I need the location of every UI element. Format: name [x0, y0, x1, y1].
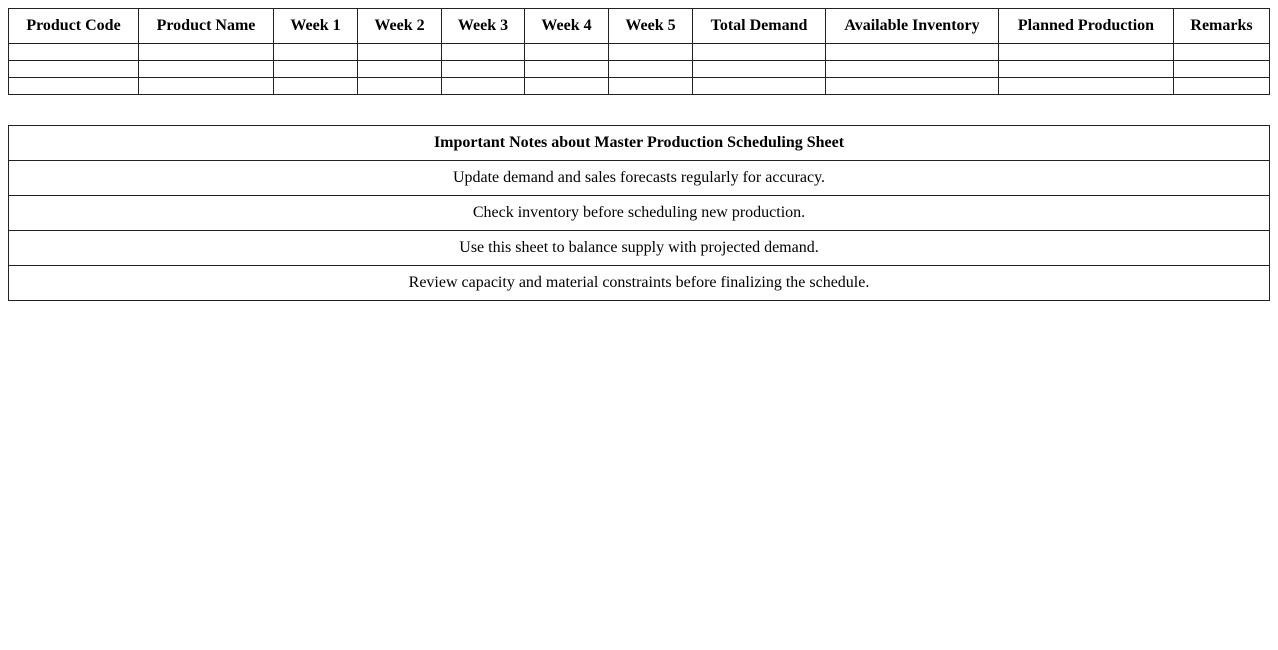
- table-cell[interactable]: [999, 44, 1174, 61]
- column-header-week-3: Week 3: [442, 9, 525, 44]
- table-cell[interactable]: [609, 78, 693, 95]
- table-cell[interactable]: [525, 61, 609, 78]
- note-row: [9, 231, 1270, 266]
- table-cell[interactable]: [1174, 78, 1270, 95]
- master-production-schedule-table: [8, 8, 1270, 95]
- table-cell[interactable]: [525, 78, 609, 95]
- note-text: Review capacity and material constraints before finalizing the schedule.: [9, 266, 1270, 301]
- important-notes-table: [8, 125, 1270, 301]
- column-header-week-4: Week 4: [525, 9, 609, 44]
- column-header-product-name: Product Name: [139, 9, 274, 44]
- table-header-row: [9, 9, 1270, 44]
- notes-title: Important Notes about Master Production Scheduling Sheet: [9, 126, 1270, 161]
- column-header-remarks: Remarks: [1174, 9, 1270, 44]
- note-row: [9, 161, 1270, 196]
- table-cell[interactable]: [826, 61, 999, 78]
- table-cell[interactable]: [442, 78, 525, 95]
- table-cell[interactable]: [358, 44, 442, 61]
- column-header-week-2: Week 2: [358, 9, 442, 44]
- note-text: Update demand and sales forecasts regularly for accuracy.: [9, 161, 1270, 196]
- table-cell[interactable]: [358, 61, 442, 78]
- table-cell[interactable]: [139, 61, 274, 78]
- column-header-week-1: Week 1: [274, 9, 358, 44]
- note-row: [9, 266, 1270, 301]
- table-cell[interactable]: [826, 78, 999, 95]
- table-cell[interactable]: [9, 44, 139, 61]
- table-cell[interactable]: [1174, 61, 1270, 78]
- notes-header-row: [9, 126, 1270, 161]
- table-cell[interactable]: [1174, 44, 1270, 61]
- table-cell[interactable]: [693, 44, 826, 61]
- page-content: [8, 8, 1270, 301]
- table-cell[interactable]: [609, 44, 693, 61]
- note-text: Use this sheet to balance supply with projected demand.: [9, 231, 1270, 266]
- column-header-total-demand: Total Demand: [693, 9, 826, 44]
- table-cell[interactable]: [826, 44, 999, 61]
- table-cell[interactable]: [442, 44, 525, 61]
- table-cell[interactable]: [139, 78, 274, 95]
- table-cell[interactable]: [693, 61, 826, 78]
- column-header-planned-production: Planned Production: [999, 9, 1174, 44]
- column-header-week-5: Week 5: [609, 9, 693, 44]
- note-text: Check inventory before scheduling new production.: [9, 196, 1270, 231]
- column-header-available-inventory: Available Inventory: [826, 9, 999, 44]
- table-cell[interactable]: [9, 78, 139, 95]
- table-cell[interactable]: [274, 61, 358, 78]
- table-cell[interactable]: [999, 61, 1174, 78]
- note-row: [9, 196, 1270, 231]
- table-cell[interactable]: [358, 78, 442, 95]
- table-cell[interactable]: [274, 78, 358, 95]
- table-cell[interactable]: [693, 78, 826, 95]
- table-row: [9, 44, 1270, 61]
- table-cell[interactable]: [9, 61, 139, 78]
- table-row: [9, 61, 1270, 78]
- table-cell[interactable]: [999, 78, 1174, 95]
- table-cell[interactable]: [609, 61, 693, 78]
- table-cell[interactable]: [274, 44, 358, 61]
- table-row: [9, 78, 1270, 95]
- column-header-product-code: Product Code: [9, 9, 139, 44]
- table-cell[interactable]: [525, 44, 609, 61]
- table-cell[interactable]: [139, 44, 274, 61]
- table-cell[interactable]: [442, 61, 525, 78]
